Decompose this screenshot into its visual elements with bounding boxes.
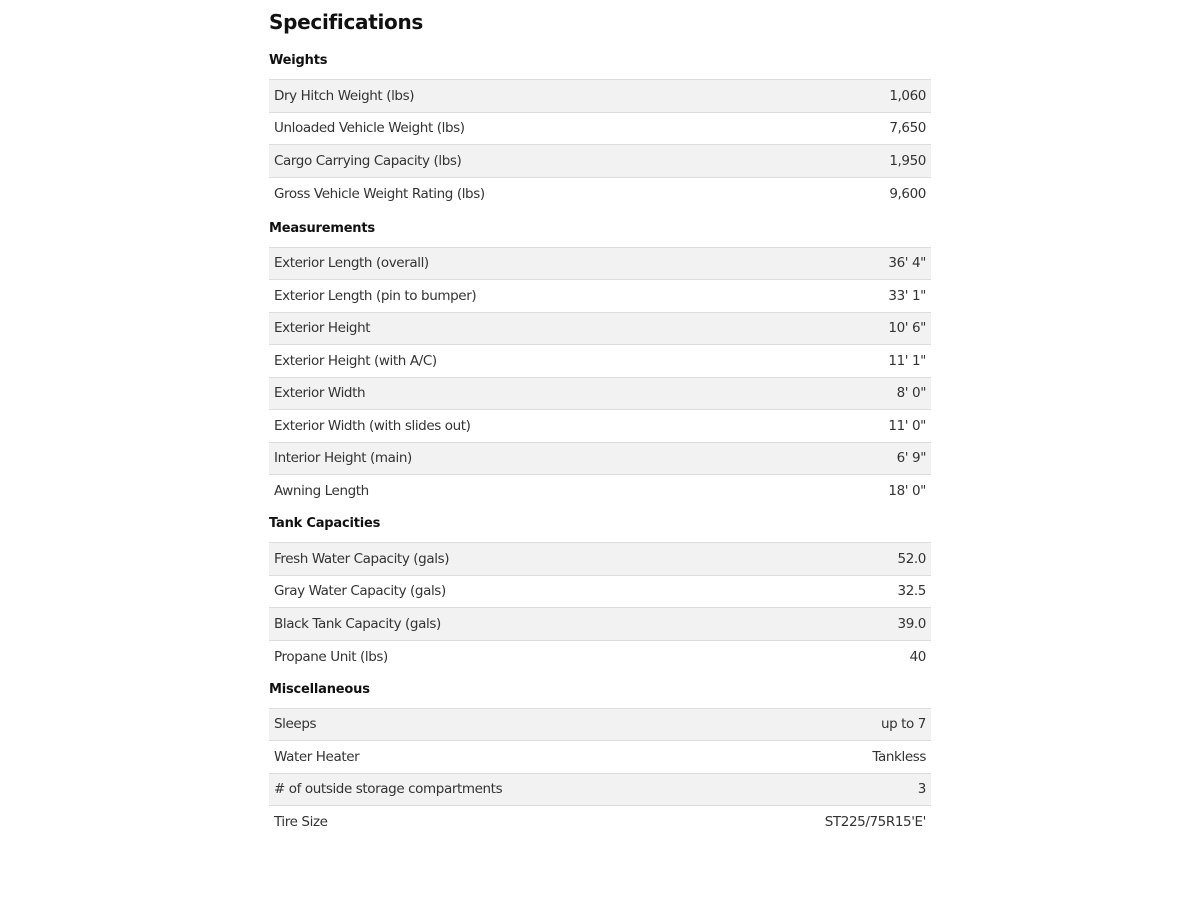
table-row xyxy=(269,575,931,608)
spec-value: ST225/75R15'E' xyxy=(824,814,926,830)
spec-label: Black Tank Capacity (gals) xyxy=(274,615,441,632)
table-row xyxy=(269,247,931,280)
table-row xyxy=(269,345,931,378)
spec-label: Unloaded Vehicle Weight (lbs) xyxy=(274,120,465,137)
table-row xyxy=(269,773,931,806)
section-weights xyxy=(269,50,931,210)
spec-label: Sleeps xyxy=(274,716,317,733)
spec-value: 40 xyxy=(909,648,926,665)
section-miscellaneous xyxy=(269,679,931,839)
spec-value: 39.0 xyxy=(897,615,926,632)
spec-value: 18' 0" xyxy=(888,483,926,499)
spec-value: 9,600 xyxy=(889,185,926,202)
section-title: Miscellaneous xyxy=(269,681,370,697)
spec-value: 1,950 xyxy=(889,152,926,169)
spec-label: Exterior Width (with slides out) xyxy=(274,417,471,434)
spec-table-tank-capacities xyxy=(269,542,931,673)
spec-label: Gray Water Capacity (gals) xyxy=(274,583,446,600)
spec-value: 8' 0" xyxy=(896,385,926,402)
spec-label: Gross Vehicle Weight Rating (lbs) xyxy=(274,185,485,202)
table-row xyxy=(269,312,931,345)
spec-value: Tankless xyxy=(872,748,926,765)
section-title: Measurements xyxy=(269,220,375,236)
spec-label: Dry Hitch Weight (lbs) xyxy=(274,87,415,104)
table-row xyxy=(269,442,931,475)
table-row xyxy=(269,475,931,508)
spec-label: Interior Height (main) xyxy=(274,450,412,467)
spec-label: Exterior Length (pin to bumper) xyxy=(274,287,477,304)
spec-value: up to 7 xyxy=(880,716,926,733)
spec-label: Awning Length xyxy=(274,483,369,499)
spec-value: 11' 0" xyxy=(888,417,926,434)
table-row xyxy=(269,377,931,410)
spec-label: Cargo Carrying Capacity (lbs) xyxy=(274,152,462,169)
spec-value: 6' 9" xyxy=(896,450,926,467)
spec-table-miscellaneous xyxy=(269,708,931,839)
specifications-panel xyxy=(269,0,931,838)
spec-label: # of outside storage compartments xyxy=(274,781,503,798)
table-row xyxy=(269,280,931,313)
spec-label: Tire Size xyxy=(274,814,328,830)
table-row xyxy=(269,806,931,839)
table-row xyxy=(269,741,931,774)
spec-value: 3 xyxy=(917,781,926,798)
section-title: Tank Capacities xyxy=(269,516,381,531)
spec-label: Water Heater xyxy=(274,748,360,765)
spec-value: 36' 4" xyxy=(888,255,926,272)
spec-label: Exterior Height xyxy=(274,320,371,337)
spec-label: Exterior Width xyxy=(274,385,366,402)
spec-table-weights xyxy=(269,79,931,210)
table-row xyxy=(269,608,931,641)
spec-value: 33' 1" xyxy=(888,287,926,304)
spec-label: Exterior Height (with A/C) xyxy=(274,352,437,369)
table-row xyxy=(269,112,931,145)
section-tank-capacities xyxy=(269,513,931,673)
table-row xyxy=(269,410,931,443)
spec-table-measurements xyxy=(269,247,931,508)
table-row xyxy=(269,177,931,210)
spec-value: 1,060 xyxy=(889,87,926,104)
spec-label: Propane Unit (lbs) xyxy=(274,648,388,665)
table-row xyxy=(269,640,931,673)
spec-label: Exterior Length (overall) xyxy=(274,255,429,272)
section-title: Weights xyxy=(269,53,328,68)
table-row xyxy=(269,543,931,576)
table-row xyxy=(269,708,931,741)
spec-value: 7,650 xyxy=(889,120,926,137)
spec-value: 52.0 xyxy=(897,550,926,567)
spec-value: 10' 6" xyxy=(888,320,926,337)
table-row xyxy=(269,145,931,178)
section-measurements xyxy=(269,218,931,508)
spec-label: Fresh Water Capacity (gals) xyxy=(274,550,450,567)
spec-value: 32.5 xyxy=(897,583,926,600)
spec-value: 11' 1" xyxy=(888,352,926,369)
page-title: Specifications xyxy=(269,10,424,34)
table-row xyxy=(269,80,931,113)
